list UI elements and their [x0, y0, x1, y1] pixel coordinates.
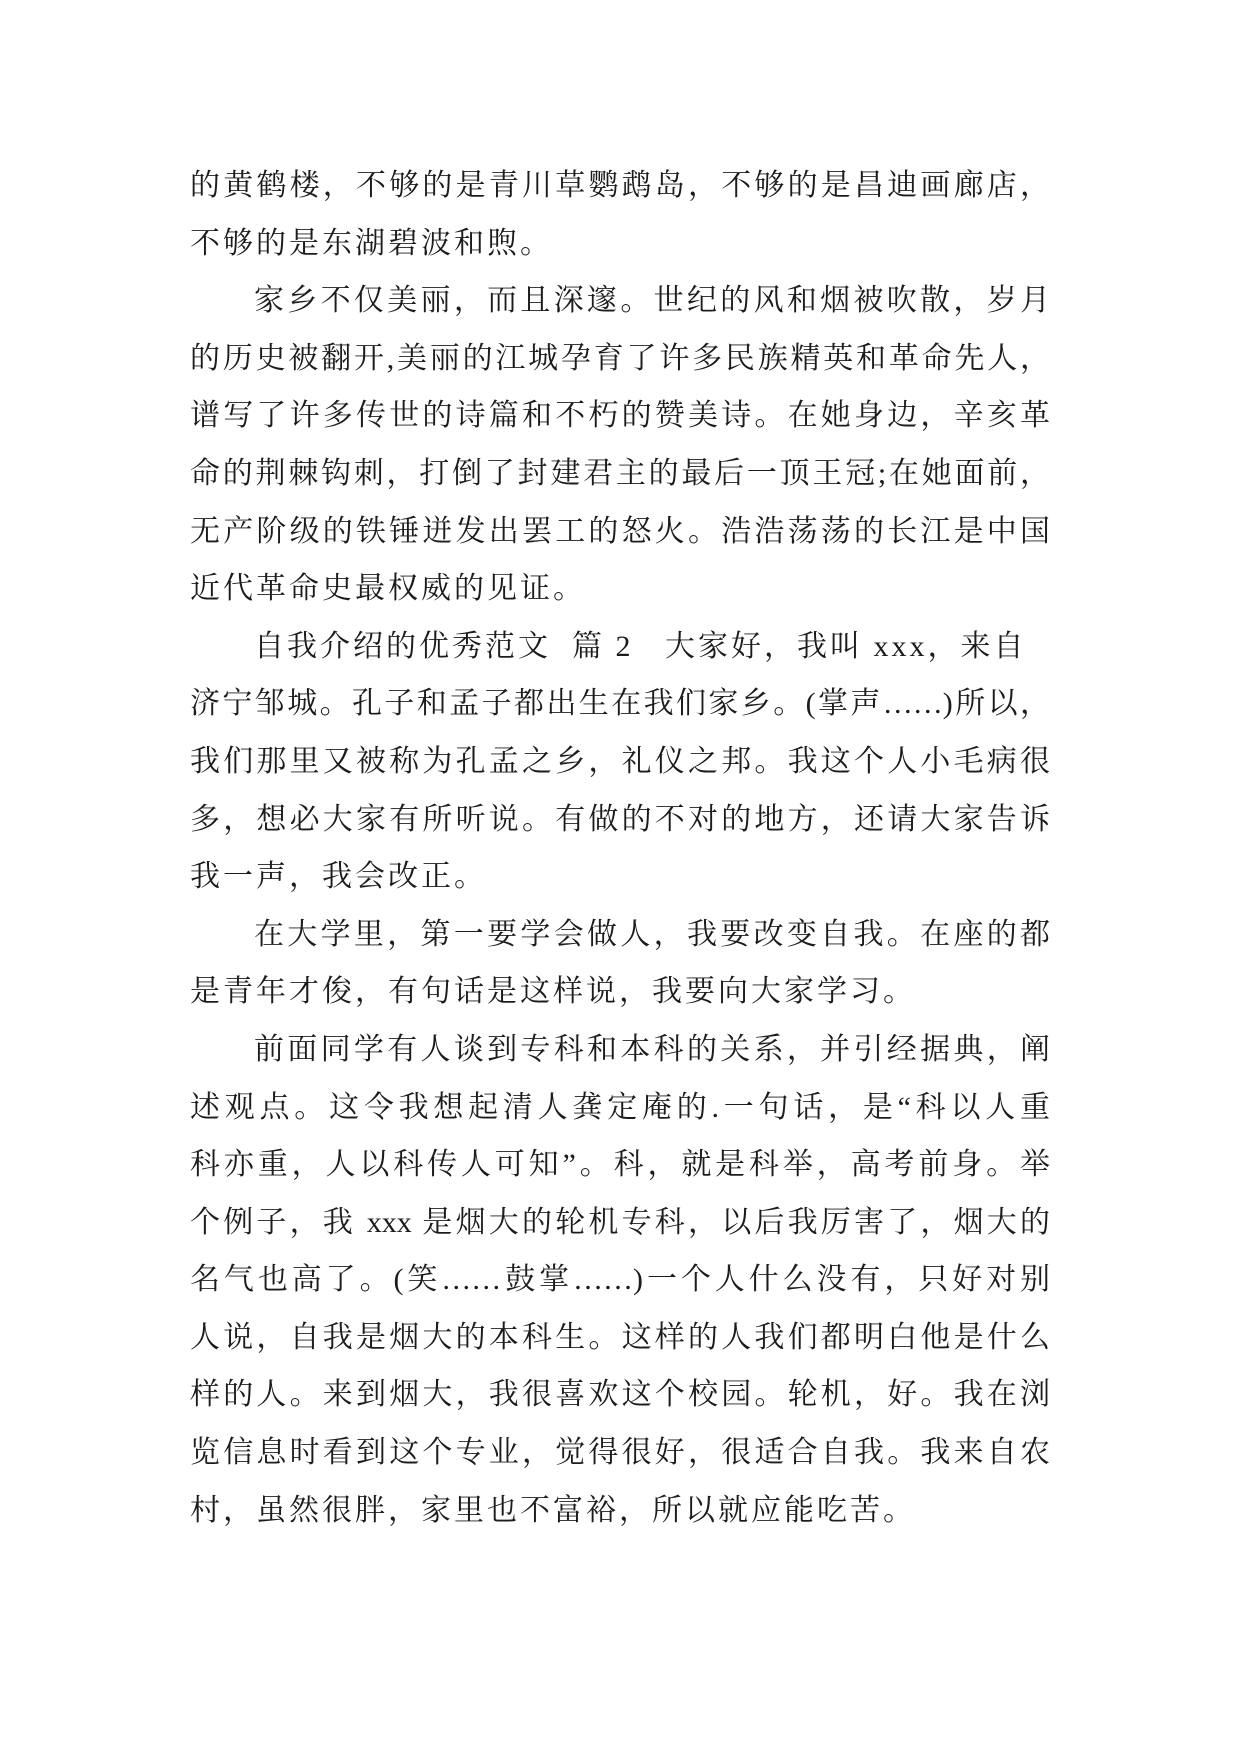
text-line: 谱写了许多传世的诗篇和不朽的赞美诗。在她身边，辛亥革: [190, 399, 1050, 433]
text-line: 近代革命史最权威的见证。: [190, 572, 586, 606]
text-line: 在大学里，第一要学会做人，我要改变自我。在座的都: [254, 917, 1050, 951]
text-line: 名气也高了。(笑……鼓掌……)一个人什么没有，只好对别: [190, 1263, 1050, 1297]
text-line: 不够的是东湖碧波和煦。: [190, 226, 553, 260]
text-line: 我一声，我会改正。: [190, 860, 487, 894]
text-line: 览信息时看到这个专业，觉得很好，很适合自我。我来自农: [190, 1436, 1050, 1470]
text-line: 无产阶级的铁锤迸发出罢工的怒火。浩浩荡荡的长江是中国: [190, 514, 1050, 548]
text-line: 是青年才俊，有句话是这样说，我要向大家学习。: [190, 975, 916, 1009]
text-line: 多，想必大家有所听说。有做的不对的地方，还请大家告诉: [190, 802, 1050, 836]
paragraph: [190, 1021, 1050, 1539]
text-line: 人说，自我是烟大的本科生。这样的人我们都明白他是什么: [190, 1320, 1050, 1354]
text-line: 我们那里又被称为孔孟之乡，礼仪之邦。我这个人小毛病很: [190, 744, 1050, 778]
text-line: 的历史被翻开,美丽的江城孕育了许多民族精英和革命先人，: [190, 341, 1050, 375]
text-line: 村，虽然很胖，家里也不富裕，所以就应能吃苦。: [190, 1493, 916, 1527]
paragraph: [190, 906, 1050, 1021]
text-line: 命的荆棘钩刺，打倒了封建君主的最后一顶王冠;在她面前，: [190, 456, 1050, 490]
paragraph: [190, 272, 1050, 618]
text-line: 个例子，我 xxx 是烟大的轮机专科，以后我厉害了，烟大的: [190, 1205, 1050, 1239]
text-line: 家乡不仅美丽，而且深邃。世纪的风和烟被吹散，岁月: [254, 284, 1050, 318]
text-line: 述观点。这令我想起清人龚定庵的.一句话，是“科以人重: [190, 1090, 1050, 1124]
text-line: 济宁邹城。孔子和孟子都出生在我们家乡。(掌声……)所以，: [190, 687, 1050, 721]
text-line: 的黄鹤楼，不够的是青川草鹦鹉岛，不够的是昌迪画廊店，: [190, 169, 1050, 202]
paragraph: [190, 157, 1050, 272]
document-body: [190, 157, 1050, 1539]
paragraph: [190, 618, 1050, 906]
text-line: 样的人。来到烟大，我很喜欢这个校园。轮机，好。我在浏: [190, 1378, 1050, 1412]
text-line: 科亦重，人以科传人可知”。科，就是科举，高考前身。举: [190, 1148, 1050, 1182]
text-line: 前面同学有人谈到专科和本科的关系，并引经据典，阐: [254, 1032, 1050, 1066]
section-heading-line: 自我介绍的优秀范文 篇 2 大家好，我叫 xxx，来自: [254, 629, 1027, 663]
